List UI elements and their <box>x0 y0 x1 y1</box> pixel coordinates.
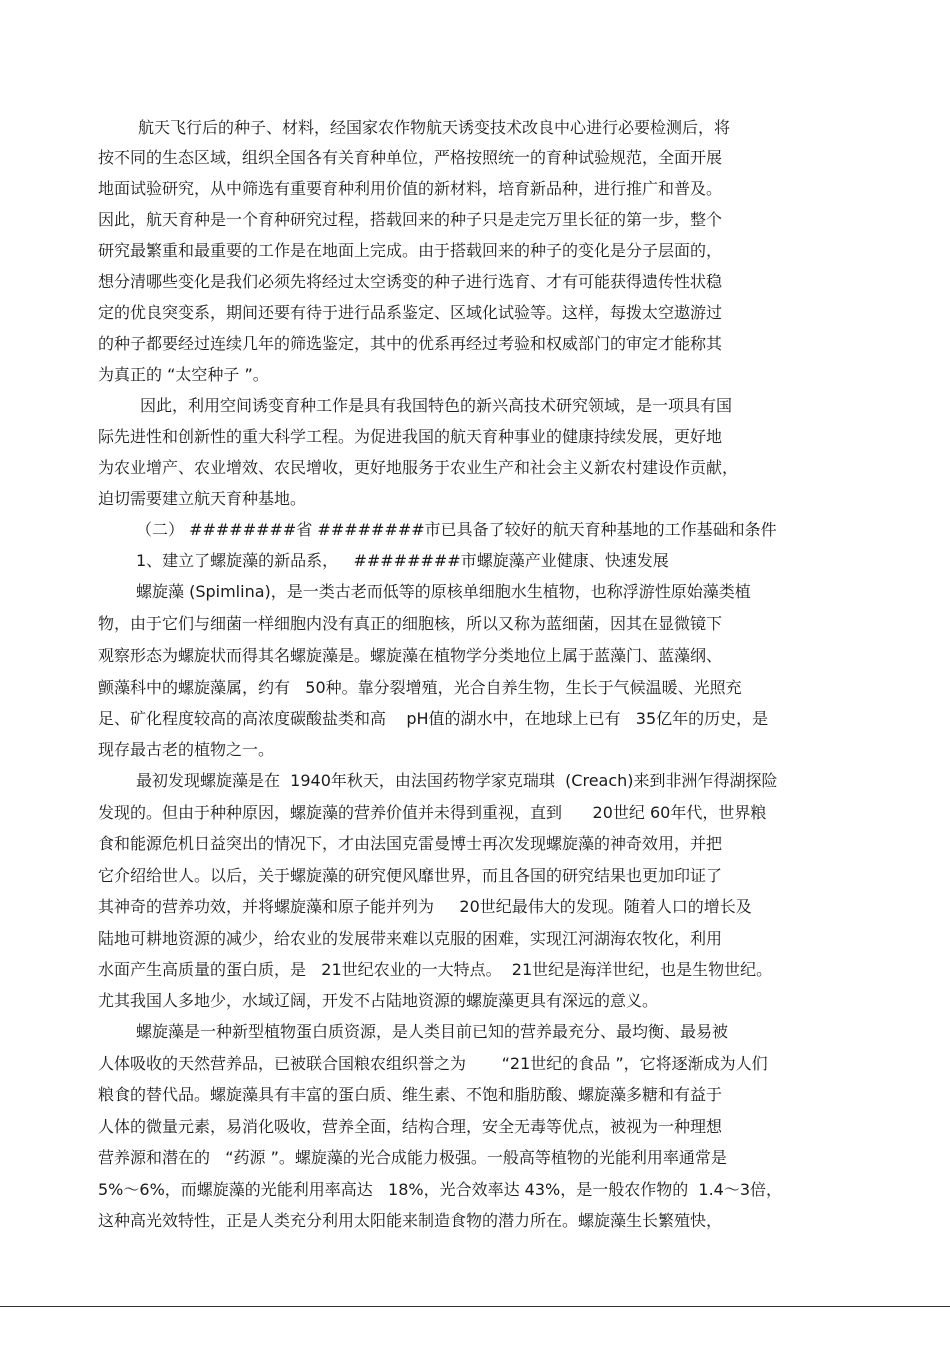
text-line-25: 它介绍给世人。以后，关于螺旋藻的研究便风靡世界，而且各国的研究结果也更加印证了 <box>98 866 723 885</box>
text-line-18: 观察形态为螺旋状而得其名螺旋藻是。螺旋藻在植物学分类地位上属于蓝藻门、蓝藻纲、 <box>98 646 723 665</box>
text-line-31: 人体吸收的天然营养品，已被联合国粮农组织誉之为 “21世纪的食品 ”，它将逐渐成为人们 <box>98 1054 768 1073</box>
text-line-1: 航天飞行后的种子、材料，经国家农作物航天诱变技术改良中心进行必要检测后，将 <box>138 118 731 137</box>
text-line-26: 其神奇的营养功效，并将螺旋藻和原子能并列为 20世纪最伟大的发现。随着人口的增长及 <box>98 897 752 916</box>
text-line-27: 陆地可耕地资源的减少，给农业的发展带来难以克服的困难，实现江河湖海农牧化，利用 <box>98 929 723 948</box>
text-line-11: 际先进性和创新性的重大科学工程。为促进我国的航天育种事业的健康持续发展，更好地 <box>98 427 723 446</box>
section-heading: （二） ########省 ########市已具备了较好的航天育种基地的工作基础和条件 <box>136 520 777 539</box>
text-line-24: 食和能源危机日益突出的情况下，才由法国克雷曼博士再次发现螺旋藻的神奇效用，并把 <box>98 834 723 853</box>
text-line-16: 螺旋藻 (Spimlina)，是一类古老而低等的原核单细胞水生植物，也称浮游性原始藻类植 <box>136 582 751 601</box>
text-line-29: 尤其我国人多地少，水域辽阔，开发不占陆地资源的螺旋藻更具有深远的意义。 <box>98 991 659 1010</box>
text-line-10: 因此，利用空间诱变育种工作是具有我国特色的新兴高技术研究领域，是一项具有国 <box>140 396 733 415</box>
text-line-13: 迫切需要建立航天育种基地。 <box>98 489 307 508</box>
text-line-8: 的种子都要经过连续几年的筛选鉴定，其中的优系再经过考验和权威部门的审定才能称其 <box>98 334 723 353</box>
text-line-2: 按不同的生态区域，组织全国各有关育种单位，严格按照统一的育种试验规范，全面开展 <box>98 148 723 167</box>
text-line-3: 地面试验研究，从中筛选有重要育种利用价值的新材料，培育新品种，进行推广和普及。 <box>98 179 723 198</box>
text-line-35: 5%～6%，而螺旋藻的光能利用率高达 18%，光合效率达 43%，是一般农作物的 1.4～3倍， <box>98 1180 783 1199</box>
text-line-12: 为农业增产、农业增效、农民增收，更好地服务于农业生产和社会主义新农村建设作贡献， <box>98 458 739 477</box>
text-line-33: 人体的微量元素，易消化吸收，营养全面，结构合理，安全无毒等优点，被视为一种理想 <box>98 1117 723 1136</box>
text-line-4: 因此，航天育种是一个育种研究过程，搭载回来的种子只是走完万里长征的第一步，整个 <box>98 210 723 229</box>
text-line-30: 螺旋藻是一种新型植物蛋白质资源，是人类目前已知的营养最充分、最均衡、最易被 <box>136 1022 729 1041</box>
text-line-19: 颤藻科中的螺旋藻属，约有 50种。靠分裂增殖，光合自养生物，生长于气候温暖、光照充 <box>98 678 742 697</box>
text-line-6: 想分清哪些变化是我们必须先将经过太空诱变的种子进行选育、才有可能获得遗传性状稳 <box>98 272 723 291</box>
subsection-heading: 1、建立了螺旋藻的新品系， ########市螺旋藻产业健康、快速发展 <box>136 551 669 570</box>
text-line-17: 物，由于它们与细菌一样细胞内没有真正的细胞核，所以又称为蓝细菌，因其在显微镜下 <box>98 614 723 633</box>
text-line-22: 最初发现螺旋藻是在 1940年秋天，由法国药物学家克瑞琪 (Creach)来到非洲乍得湖探险 <box>136 771 778 790</box>
text-line-28: 水面产生高质量的蛋白质，是 21世纪农业的一大特点。 21世纪是海洋世纪，也是生物世纪。 <box>98 960 773 979</box>
text-line-21: 现存最古老的植物之一。 <box>98 740 275 759</box>
text-line-36: 这种高光效特性，正是人类充分利用太阳能来制造食物的潜力所在。螺旋藻生长繁殖快， <box>98 1211 723 1230</box>
footer-rule <box>0 1306 950 1307</box>
text-line-23: 发现的。但由于种种原因，螺旋藻的营养价值并未得到重视，直到 20世纪 60年代，世界粮 <box>98 803 767 822</box>
text-line-32: 粮食的替代品。螺旋藻具有丰富的蛋白质、维生素、不饱和脂肪酸、螺旋藻多糖和有益于 <box>98 1085 723 1104</box>
text-line-9: 为真正的 “太空种子 ”。 <box>98 365 269 384</box>
text-line-34: 营养源和潜在的 “药源 ”。螺旋藻的光合成能力极强。一般高等植物的光能利用率通常是 <box>98 1148 727 1167</box>
text-line-7: 定的优良突变系，期间还要有待于进行品系鉴定、区域化试验等。这样，每拨太空遨游过 <box>98 303 723 322</box>
text-line-5: 研究最繁重和最重要的工作是在地面上完成。由于搭载回来的种子的变化是分子层面的， <box>98 241 723 260</box>
text-line-20: 足、矿化程度较高的高浓度碳酸盐类和高 pH值的湖水中，在地球上已有 35亿年的历史，是 <box>98 709 769 728</box>
